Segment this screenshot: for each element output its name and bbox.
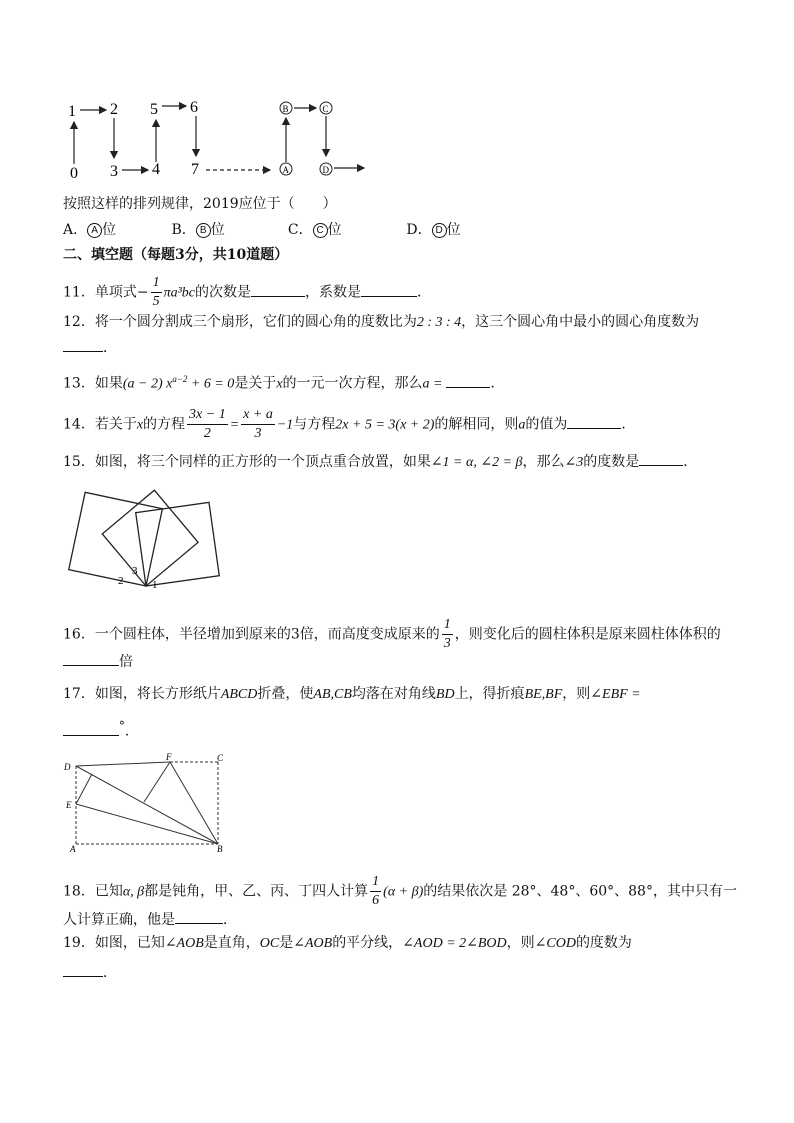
q10-options (63, 220, 486, 240)
q17-line2: °． (63, 716, 139, 742)
circle-c-icon: C (313, 223, 328, 238)
section-2-title: 二、填空题（每题3分，共10道题） (63, 247, 289, 263)
q15-fig-label-1: 1 (152, 579, 158, 591)
q17-label-a: A (70, 844, 76, 854)
q17-line1: 17．如图，将长方形纸片ABCD折叠，使AB,CB均落在对角线BD上，得折痕BE,BF，则∠EBF = (63, 686, 641, 702)
q14-fraction-2: $\frac{x + a}{3}$ (243, 407, 273, 441)
q17-label-b: B (217, 844, 223, 854)
q10-stem: 按照这样的排列规律，2019应位于（ ） (63, 196, 337, 212)
q17-blank[interactable] (63, 721, 119, 736)
circle-d-icon: D (432, 223, 447, 238)
q18-blank[interactable] (175, 909, 223, 924)
q12-blank[interactable] (63, 337, 103, 352)
diagram-num-3: 3 (110, 163, 118, 180)
q10-option-a[interactable]: A． A 位 (63, 222, 117, 238)
q14-blank[interactable] (567, 414, 621, 429)
q13: 13．如果(a − 2) $x^{a-2} + 6 = 0$是关于x的一元一次方程，那么a = ． (63, 374, 505, 392)
diagram-num-7: 7 (191, 161, 199, 178)
q18-line2: 人计算正确，他是 ． (63, 909, 237, 930)
diagram-num-1: 1 (68, 103, 76, 120)
q16-line2: 倍 (63, 651, 133, 672)
diagram-num-5: 5 (150, 101, 158, 118)
q13-blank[interactable] (446, 373, 490, 388)
diagram-circle-b: B (282, 104, 289, 114)
q19-blank[interactable] (63, 962, 103, 977)
q19-line1: 19．如图，已知∠AOB是直角，OC是∠AOB的平分线，∠AOD = 2∠BOD，则∠COD的度数为 (63, 935, 632, 951)
q12-line2: ． (63, 337, 117, 358)
three-squares-figure (64, 486, 224, 598)
q10-option-b[interactable]: B． B 位 (171, 222, 225, 238)
q10-option-c[interactable]: C． C 位 (287, 222, 342, 238)
diagram-num-2: 2 (110, 101, 118, 118)
q12-line1: 12．将一个圆分割成三个扇形，它们的圆心角的度数比为2 : 3 : 4，这三个圆心角中最小的圆心角度数为 (63, 314, 700, 330)
circle-b-icon: B (196, 223, 211, 238)
q15-fig-label-3: 3 (132, 565, 138, 577)
diagram-circle-c: C (322, 104, 329, 114)
diagram-circle-a: A (282, 165, 289, 175)
diagram-num-6: 6 (190, 99, 198, 116)
q15-fig-label-2: 2 (118, 575, 124, 587)
q14: 14．若关于x的方程 $\frac{3x - 1}{2}$ = $\frac{x + a}{3}$ −1与方程2x + 5 = 3(x + 2)的解相同，则a的值为 ． (63, 407, 636, 441)
q15-blank[interactable] (639, 451, 683, 466)
q18-line1: 18．已知α, β都是钝角，甲、乙、丙、丁四人计算 $\frac{1}{6}$ (α + β)的结果依次是 28°、48°、60°、88°，其中只有一 (63, 874, 737, 908)
q16-blank[interactable] (63, 651, 119, 666)
q16-line1: 16．一个圆柱体，半径增加到原来的3倍，而高度变成原来的 $\frac{1}{3}$ ，则变化后的圆柱体积是原来圆柱体体积的 (63, 617, 721, 651)
q19-line2: ． (63, 962, 117, 983)
diagram-circle-d: D (322, 165, 329, 175)
q11-blank-degree[interactable] (251, 282, 305, 297)
q11-blank-coefficient[interactable] (361, 282, 417, 297)
diagram-num-4: 4 (152, 161, 160, 178)
q17-label-e: E (66, 800, 72, 810)
q17-label-d: D (64, 762, 71, 772)
circle-a-icon: A (87, 223, 102, 238)
number-arrangement-diagram (60, 92, 380, 182)
q17-label-f: F (166, 752, 172, 762)
q18-fraction: $\frac{1}{6}$ (372, 874, 380, 908)
q15: 15．如图，将三个同样的正方形的一个顶点重合放置，如果∠1 = α, ∠2 = β，那么∠3的度数是 ． (63, 451, 697, 473)
q11-fraction: $\frac{1}{5}$ (152, 275, 160, 309)
diagram-num-0: 0 (70, 165, 78, 182)
q14-fraction-1: $\frac{3x - 1}{2}$ (189, 407, 226, 441)
q16-fraction: $\frac{1}{3}$ (443, 617, 451, 651)
q11: 11．单项式− $\frac{1}{5}$ πa³bc的次数是 ，系数是 ． (63, 275, 431, 309)
q17-label-c: C (217, 753, 224, 763)
folded-rectangle-figure (62, 752, 242, 856)
q10-option-d[interactable]: D． D 位 (406, 222, 461, 238)
